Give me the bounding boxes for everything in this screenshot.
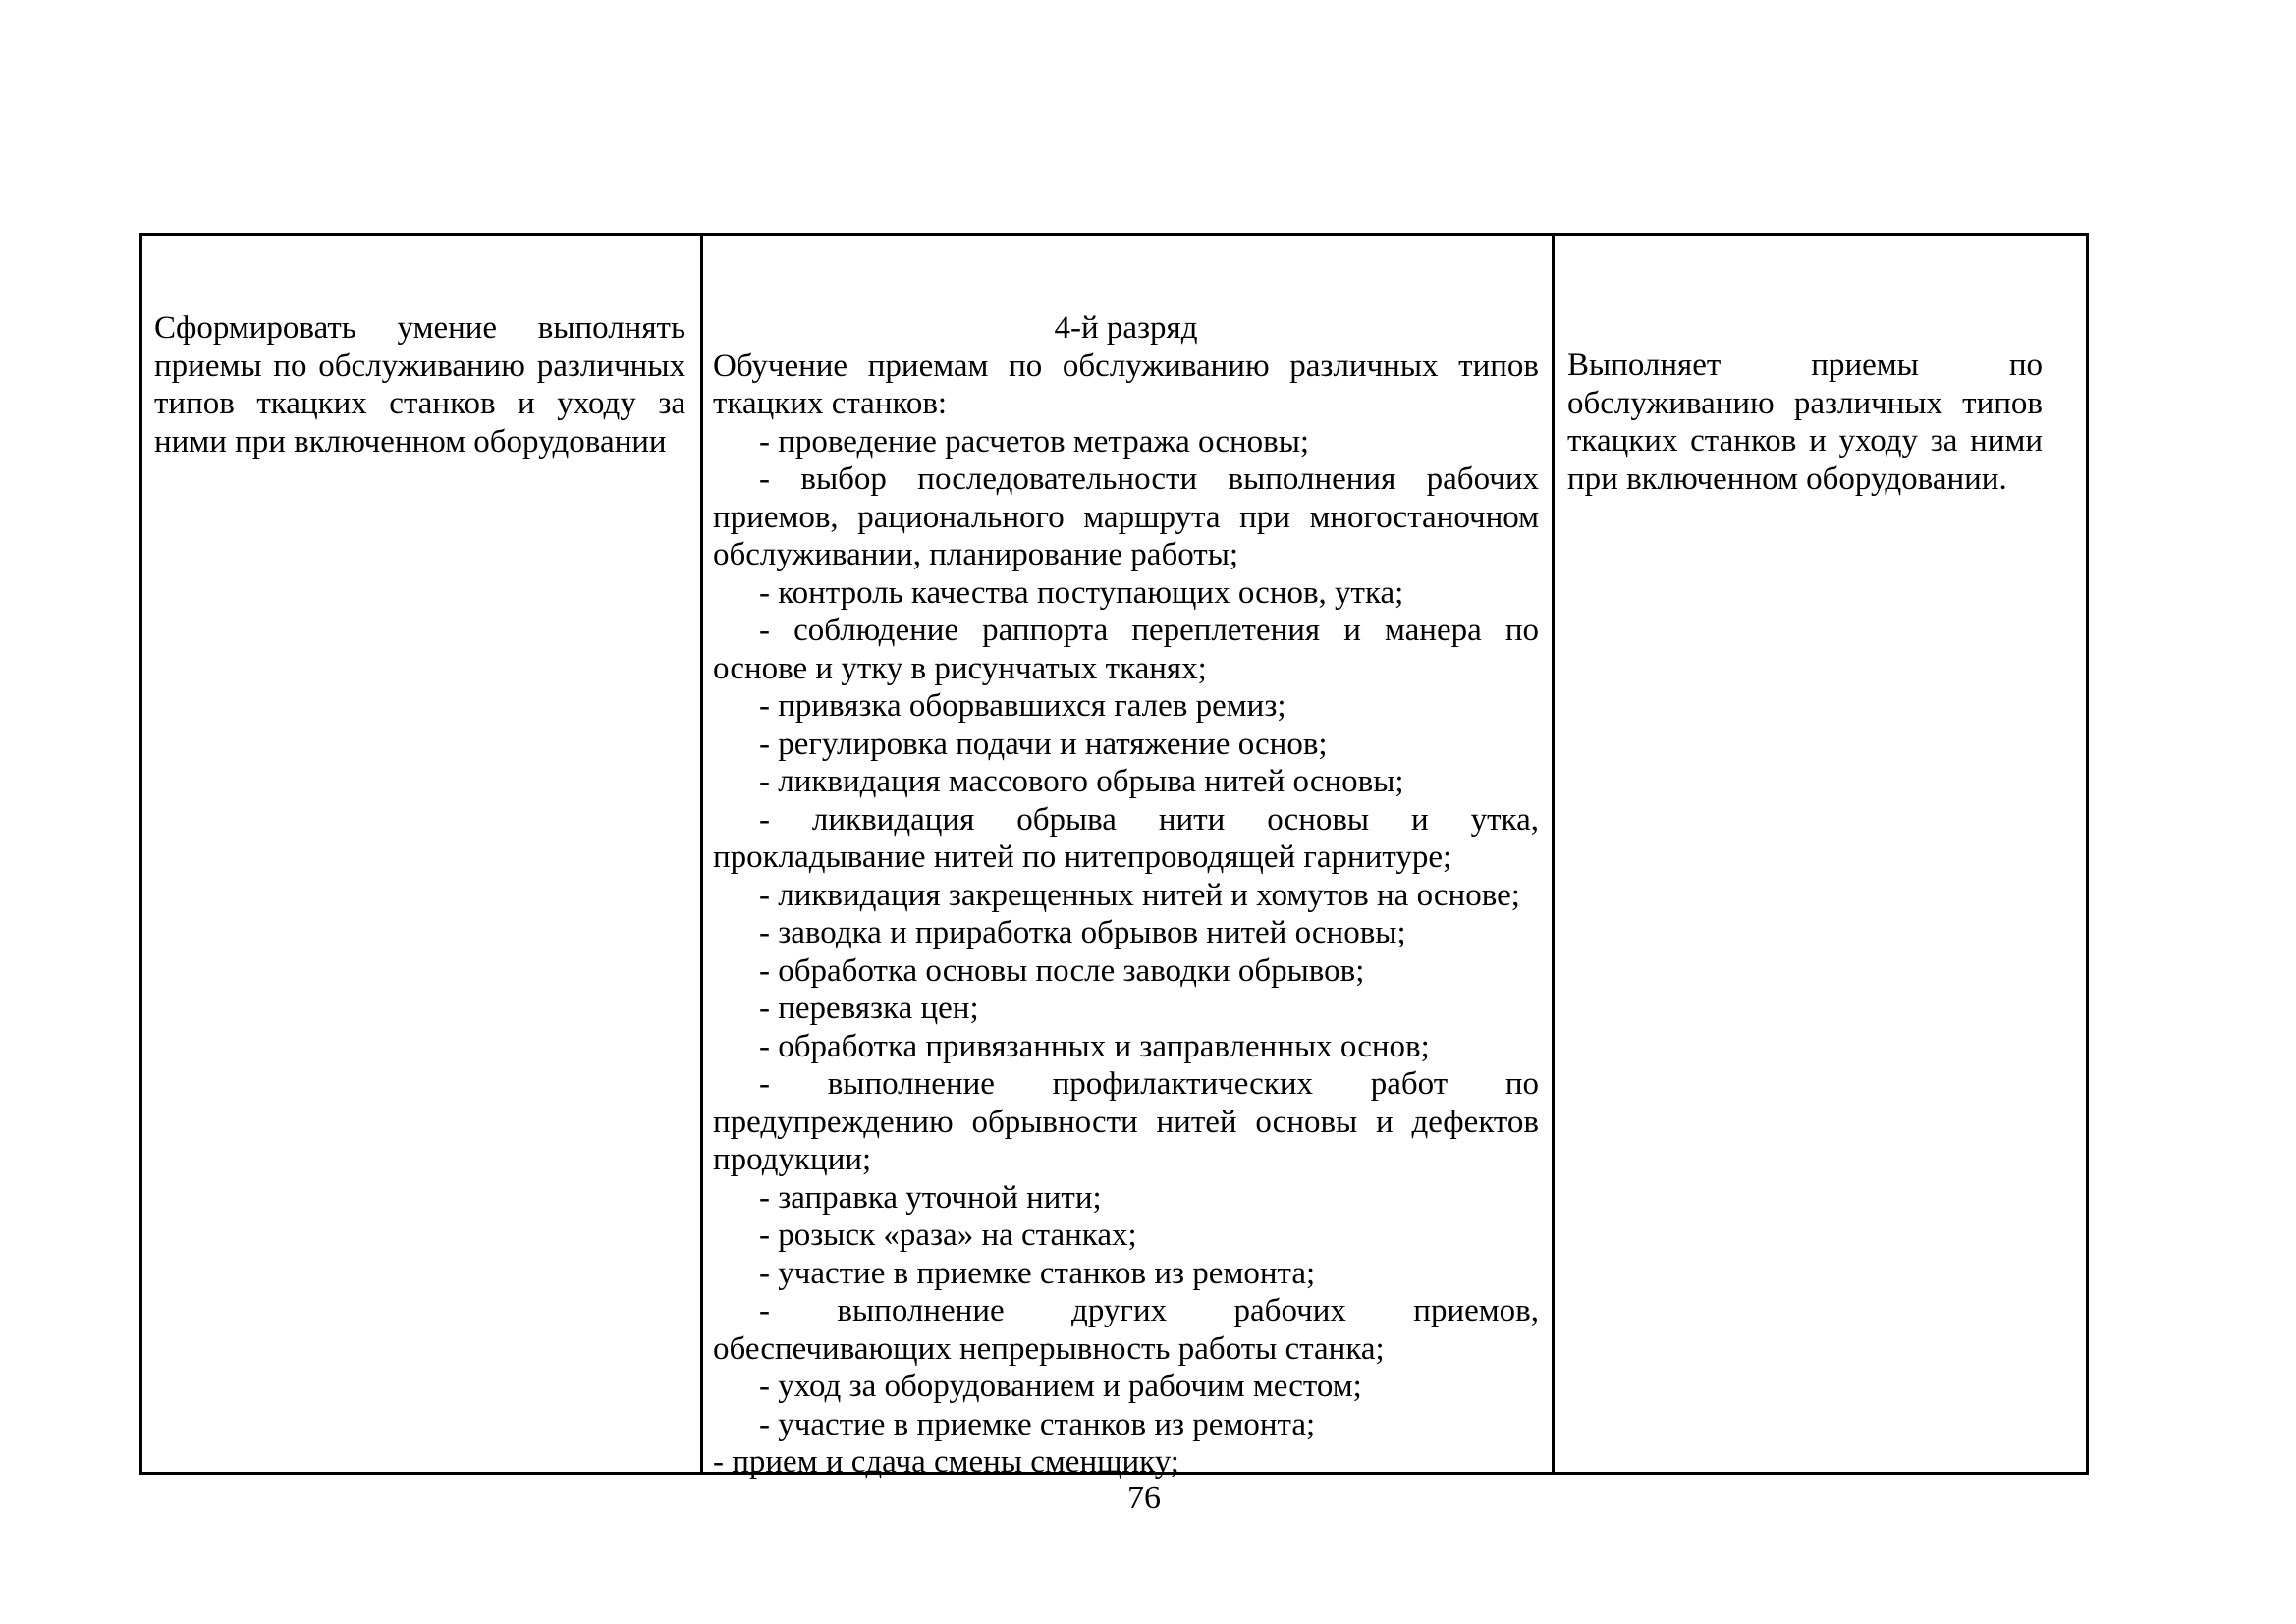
text-line: - проведение расчетов метража основы; bbox=[759, 423, 1310, 460]
text-line: - регулировка подачи и натяжение основ; bbox=[759, 726, 1328, 762]
text-line: типов ткацких станков и уходу за bbox=[154, 386, 685, 421]
text-line: прокладывание нитей по нитепроводящей гарнитуре; bbox=[713, 839, 1452, 875]
text-line: приемы по обслуживанию различных bbox=[154, 348, 685, 384]
text-line: - ликвидация массового обрыва нитей основы; bbox=[759, 764, 1404, 799]
qualification-table bbox=[139, 233, 2089, 1480]
text-line: - выполнение профилактических работ по bbox=[759, 1066, 1539, 1102]
text-line: продукции; bbox=[713, 1142, 872, 1177]
text-line: - обработка основы после заводки обрывов; bbox=[759, 952, 1365, 989]
text-line: ткацких станков и уходу за ними bbox=[1567, 423, 2043, 459]
cell-text-block bbox=[713, 348, 1539, 1482]
cell-text-block bbox=[154, 309, 685, 460]
text-line: - перевязка цен; bbox=[759, 991, 979, 1026]
grade-heading: 4-й разряд bbox=[1054, 310, 1198, 346]
table-cell-performed-work bbox=[1552, 236, 2086, 1472]
text-line: - ликвидация закрещенных нитей и хомутов на основе; bbox=[759, 877, 1520, 913]
text-line: Сформировать умение выполнять bbox=[154, 310, 685, 346]
text-line: - уход за оборудованием и рабочим местом; bbox=[759, 1369, 1362, 1404]
text-line: - розыск «раза» на станках; bbox=[759, 1218, 1137, 1253]
table-cell-skill-requirement bbox=[142, 236, 700, 1472]
text-line: обеспечивающих непрерывность работы станка; bbox=[713, 1330, 1385, 1367]
text-line: - привязка оборвавшихся галев ремиз; bbox=[759, 688, 1286, 724]
text-line: - ликвидация обрыва нити основы и утка, bbox=[759, 801, 1539, 838]
table-cell-training-content bbox=[700, 236, 1552, 1480]
text-line: - заводка и приработка обрывов нитей основы; bbox=[759, 915, 1406, 950]
text-line: - соблюдение раппорта переплетения и манера по bbox=[759, 613, 1539, 648]
text-line: Выполняет приемы по bbox=[1567, 348, 2043, 383]
text-line: - выполнение других рабочих приемов, bbox=[759, 1293, 1539, 1328]
text-line: - участие в приемке станков из ремонта; bbox=[759, 1255, 1316, 1291]
text-line: обслуживании, планирование работы; bbox=[713, 537, 1239, 572]
cell-text-block bbox=[1567, 347, 2043, 498]
text-line: - обработка привязанных и заправленных основ; bbox=[759, 1028, 1430, 1064]
text-line: - контроль качества поступающих основ, утка; bbox=[759, 574, 1404, 611]
text-line: - прием и сдача смены сменщику; bbox=[713, 1444, 1179, 1480]
text-line: обслуживанию различных типов bbox=[1567, 385, 2043, 421]
text-line: - участие в приемке станков из ремонта; bbox=[759, 1406, 1316, 1442]
text-line: основе и утку в рисунчатых тканях; bbox=[713, 650, 1207, 686]
text-line: предупреждению обрывности нитей основы и дефектов bbox=[713, 1104, 1539, 1140]
text-line: Обучение приемам по обслуживанию различных типов bbox=[713, 348, 1539, 384]
text-line: ними при включенном оборудовании bbox=[154, 423, 667, 460]
text-line: - заправка уточной нити; bbox=[759, 1179, 1102, 1216]
text-line: ткацких станков: bbox=[713, 386, 948, 421]
text-line: приемов, рационального маршрута при многостаночном bbox=[713, 499, 1539, 535]
text-line: - выбор последовательности выполнения рабочих bbox=[759, 461, 1539, 497]
text-line: при включенном оборудовании. bbox=[1567, 460, 2007, 497]
page-number: 76 bbox=[1127, 1480, 1161, 1516]
